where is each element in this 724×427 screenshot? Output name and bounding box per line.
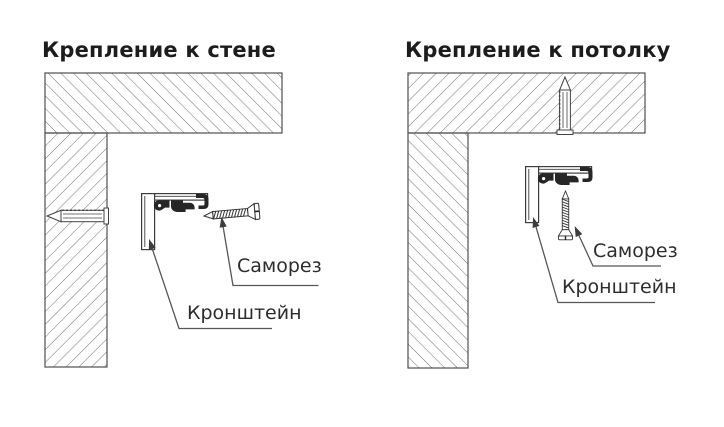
screw-label: Саморез <box>237 255 322 277</box>
bracket-drawing <box>526 167 593 223</box>
bracket-drawing <box>142 194 209 250</box>
bracket-label: Кронштейн <box>562 276 677 298</box>
ceiling-mount-figure <box>408 73 661 368</box>
ceiling-mount-title: Крепление к потолку <box>405 38 671 62</box>
screw-drawing <box>203 203 260 224</box>
wall-mount-title: Крепление к стене <box>42 38 276 62</box>
bracket-label: Кронштейн <box>187 302 302 324</box>
wall-cross-section <box>408 133 468 368</box>
wall-cross-section <box>45 133 107 367</box>
ceiling-cross-section <box>408 73 645 133</box>
screw-drawing <box>558 191 572 240</box>
ceiling-cross-section <box>45 73 282 133</box>
screw-label: Саморез <box>593 240 678 262</box>
